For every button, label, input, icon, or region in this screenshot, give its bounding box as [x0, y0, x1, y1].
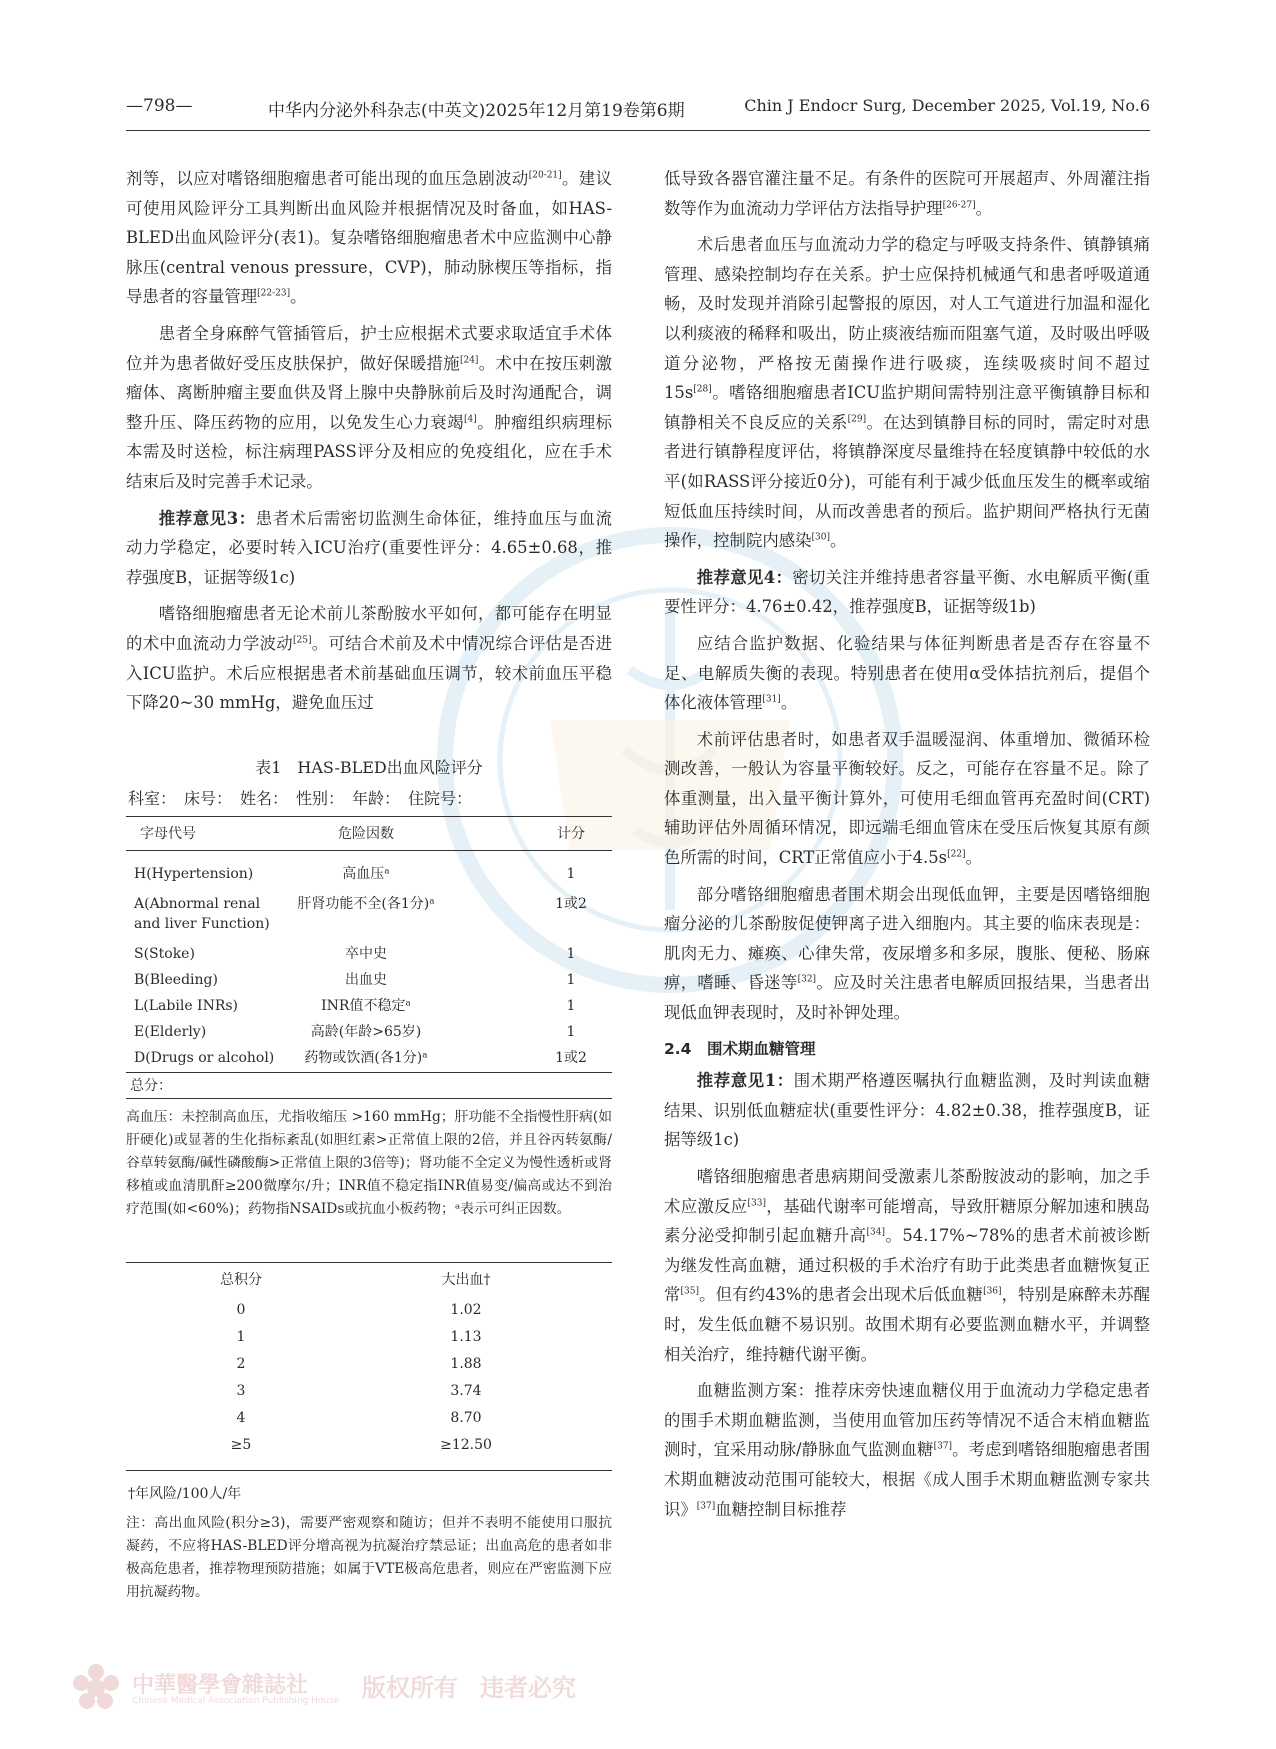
table-cell-factor: 高龄(年龄>65岁): [310, 1024, 422, 1040]
table-bottom-rule: [126, 1470, 612, 1471]
paragraph: 低导致各器官灌注量不足。有条件的医院可开展超声、外周灌注指数等作为血流动力学评估方法指导护理[26-27]。: [664, 169, 1150, 218]
score-total: 0: [236, 1302, 246, 1318]
score-total: 4: [236, 1410, 246, 1426]
paragraph: 术后患者血压与血流动力学的稳定与呼吸支持条件、镇静镇痛管理、感染控制均存在关系。护士应保持机械通气和患者呼吸道通畅，及时发现并消除引起警报的原因，对人工气道进行加温和湿化以利痰液的稀释和吸出，防止痰液结痂而阻塞气道，及时吸出呼吸道分泌物，严格按无菌操作进行吸痰，连续吸痰时间不超过15s[28]。嗜铬细胞瘤患者ICU监护期间需特别注意平衡镇静目标和镇静相关不良反应的关系[29]。在达到镇静目标的同时，需定时对患者进行镇静程度评估，将镇静深度尽量维持在轻度镇静中较低的水平(如RASS评分接近0分)，可能有利于减少低血压发生的概率或缩短低血压持续时间，从而改善患者的预后。监护期间严格执行无菌操作，控制院内感染[30]。: [664, 235, 1151, 551]
recommendation-label: 推荐意见3：: [158, 508, 256, 528]
paragraph: 患者全身麻醉气管插管后，护士应根据术式要求取适宜手术体位并为患者做好受压皮肤保护，做好保暖措施[24]。术中在按压刺激瘤体、离断肿瘤主要血供及肾上腺中央静脉前后及时沟通配合，调整升压、降压药物的应用，以免发生心力衰竭[4]。肿瘤组织病理标本需及时送检，标注病理PASS评分及相应的免疫组化，应在手术结束后及时完善手术记录。: [126, 323, 613, 491]
score-header-rule: [126, 1262, 612, 1263]
score-bleed: 3.74: [450, 1383, 482, 1399]
copyright-warning: 违者必究: [480, 1673, 576, 1702]
table-cell-code: S(Stoke): [134, 946, 195, 962]
paragraph: 术前评估患者时，如患者双手温暖湿润、体重增加、微循环检测改善，一般认为容量平衡较好。反之，可能存在容量不足。除了体重测量，出入量平衡计算外，可使用毛细血管再充盈时间(CRT)辅助评估外周循环情况，即远端毛细血管床在受压后恢复其原有颜色所需的时间，CRT正常值应小于4.5s[22]。: [664, 729, 1150, 868]
recommendation-label: 推荐意见1：: [696, 1071, 794, 1091]
publisher-name-en: Chinese Medical Association Publishing House: [132, 1696, 340, 1706]
table-cell-score: 1或2: [555, 1050, 587, 1066]
table-definition: 高血压：未控制高血压，尤指收缩压 >160 mmHg；肝功能不全指慢性肝病(如肝硬化)或显著的生化指标紊乱(如胆红素>正常值上限的2倍，并且谷丙转氨酶/谷草转氨酶/碱性磷酸酶>正常值上限的3倍等)；肾功能不全定义为慢性透析或肾移植或血清肌酐≥200微摩尔/升；INR值不稳定指INR值易变/偏高或达不到治疗范围(如<60%)；药物指NSAIDs或抗血小板药物；ᵃ表示可纠正因数。: [126, 1109, 612, 1217]
copyright-mark: 版权所有: [362, 1673, 458, 1702]
section-heading: 2.4 围术期血糖管理: [664, 1039, 816, 1058]
col-header: 计分: [557, 826, 585, 842]
table-cell-score: 1或2: [555, 896, 587, 912]
score-bleed: ≥12.50: [440, 1437, 492, 1453]
table-top-rule: [126, 816, 612, 817]
score-total: 1: [236, 1329, 246, 1345]
score-col-header: 总积分: [220, 1272, 262, 1288]
right-column: [664, 164, 1150, 1531]
table-cell-factor: 出血史: [345, 972, 387, 988]
publisher-name: 中華醫學會雜誌社: [132, 1672, 309, 1698]
header-rule: [126, 130, 1150, 131]
score-total: 2: [236, 1356, 246, 1372]
table-cell-score: 1: [566, 972, 576, 988]
running-header: [126, 96, 1150, 128]
paragraph: 部分嗜铬细胞瘤患者围术期会出现低血钾，主要是因嗜铬细胞瘤分泌的儿茶酚胺促使钾离子进入细胞内。其主要的临床表现是：肌肉无力、瘫痪、心律失常，夜尿增多和多尿，腹胀、便秘、肠麻痹，嗜睡、昏迷等[32]。应及时关注患者电解质回报结果，当患者出现低血钾表现时，及时补钾处理。: [664, 884, 1151, 1023]
paragraph: 剂等，以应对嗜铬细胞瘤患者可能出现的血压急剧波动[20-21]。建议可使用风险评分工具判断出血风险并根据情况及时备血，如HAS-BLED出血风险评分(表1)。复杂嗜铬细胞瘤患者术中应监测中心静脉压(central venous pressure，CVP)，肺动脉楔压等指标，指导患者的容量管理[22-23]。: [126, 169, 613, 307]
total-label: 总分：: [130, 1078, 172, 1094]
total-rule: [126, 1072, 612, 1073]
publisher-logo: [70, 1662, 600, 1714]
table-footnote: †年风险/100人/年: [128, 1486, 242, 1502]
table-cell-code: E(Elderly): [134, 1024, 207, 1040]
page-number: —798—: [126, 96, 193, 116]
table-cell-code: B(Bleeding): [134, 972, 218, 988]
table-cell-code: D(Drugs or alcohol): [134, 1050, 275, 1066]
col-header: 危险因数: [338, 826, 394, 842]
score-bleed: 8.70: [450, 1410, 482, 1426]
definition-rule: [126, 1098, 612, 1099]
table-cell-code: H(Hypertension): [134, 866, 254, 882]
table-cell-factor: INR值不稳定ᵃ: [321, 998, 411, 1014]
recommendation-1: 推荐意见1：围术期严格遵医嘱执行血糖监测，及时判读血糖结果、识别低血糖症状(重要性评分：4.82±0.38，推荐强度B，证据等级1c): [664, 1071, 1150, 1150]
score-bleed: 1.88: [450, 1356, 482, 1372]
table-title: 表1 HAS-BLED出血风险评分: [255, 758, 483, 777]
table-cell-factor: 高血压ᵃ: [342, 866, 390, 882]
recommendation-3: 推荐意见3：患者术后需密切监测生命体征，维持血压与血流动力学稳定，必要时转入ICU治疗(重要性评分：4.65±0.68，推荐强度B，证据等级1c): [126, 508, 612, 587]
col-header: 字母代号: [140, 826, 196, 842]
table-cell-code: L(Labile INRs): [134, 998, 239, 1014]
table-cell-score: 1: [566, 1024, 576, 1040]
table-cell-score: 1: [566, 946, 576, 962]
journal-title-en: Chin J Endocr Surg, December 2025, Vol.19, No.6: [744, 96, 1150, 115]
paragraph: 应结合监护数据、化验结果与体征判断患者是否存在容量不足、电解质失衡的表现。特别患者在使用α受体拮抗剂后，提倡个体化液体管理[31]。: [664, 633, 1150, 713]
table-cell-score: 1: [566, 866, 576, 882]
table-cell-factor: 肝肾功能不全(各1分)ᵃ: [297, 896, 435, 912]
recommendation-4: 推荐意见4：密切关注并维持患者容量平衡、水电解质平衡(重要性评分：4.76±0.42，推荐强度B，证据等级1b): [664, 567, 1150, 617]
table-patient-fields: 科室： 床号： 姓名： 性别： 年龄： 住院号：: [128, 789, 473, 808]
table-cell-score: 1: [566, 998, 576, 1014]
paragraph: 血糖监测方案：推荐床旁快速血糖仪用于血流动力学稳定患者的围手术期血糖监测，当使用血管加压药等情况不适合末梢血糖监测时，宜采用动脉/静脉血气监测血糖[37]。考虑到嗜铬细胞瘤患者围术期血糖波动范围可能较大，根据《成人围手术期血糖监测专家共识》[37]血糖控制目标推荐: [664, 1381, 1150, 1519]
table-cell-factor: 药物或饮酒(各1分)ᵃ: [304, 1050, 428, 1066]
score-col-header: 大出血†: [441, 1272, 491, 1288]
score-total: ≥5: [230, 1437, 252, 1453]
score-bleed: 1.13: [450, 1329, 482, 1345]
left-column: [126, 164, 612, 725]
recommendation-label: 推荐意见4：: [696, 567, 793, 587]
journal-title-cn: 中华内分泌外科杂志(中英文)2025年12月第19卷第6期: [268, 101, 685, 121]
score-total: 3: [236, 1383, 246, 1399]
table-cell-code: and liver Function): [134, 916, 270, 932]
flower-logo-icon: [70, 1662, 122, 1714]
paragraph: 嗜铬细胞瘤患者患病期间受激素儿茶酚胺波动的影响，加之手术应激反应[33]，基础代谢率可能增高，导致肝糖原分解加速和胰岛素分泌受抑制引起血糖升高[34]。54.17%~78%的患者术前被诊断为继发性高血糖，通过积极的手术治疗有助于此类患者血糖恢复正常[35]。但有约43%的患者会出现术后低血糖[36]，特别是麻醉未苏醒时，发生低血糖不易识别。故围术期有必要监测血糖水平，并调整相关治疗，维持糖代谢平衡。: [664, 1167, 1151, 1364]
table-note: 注：高出血风险(积分≥3)，需要严密观察和随访；但并不表明不能使用口服抗凝药，不应将HAS-BLED评分增高视为抗凝治疗禁忌证；出血高危的患者如非极高危患者，推荐物理预防措施；如属于VTE极高危患者，则应在严密监测下应用抗凝药物。: [126, 1515, 612, 1600]
score-bleed: 1.02: [450, 1302, 482, 1318]
paragraph: 嗜铬细胞瘤患者无论术前儿茶酚胺水平如何，都可能存在明显的术中血流动力学波动[25]。可结合术前及术中情况综合评估是否进入ICU监护。术后应根据患者术前基础血压调节，较术前血压平稳下降20~30 mmHg，避免血压过: [126, 604, 613, 713]
table-cell-factor: 卒中史: [345, 946, 387, 962]
header-rule: [126, 850, 612, 851]
table-cell-code: A(Abnormal renal: [134, 896, 261, 912]
